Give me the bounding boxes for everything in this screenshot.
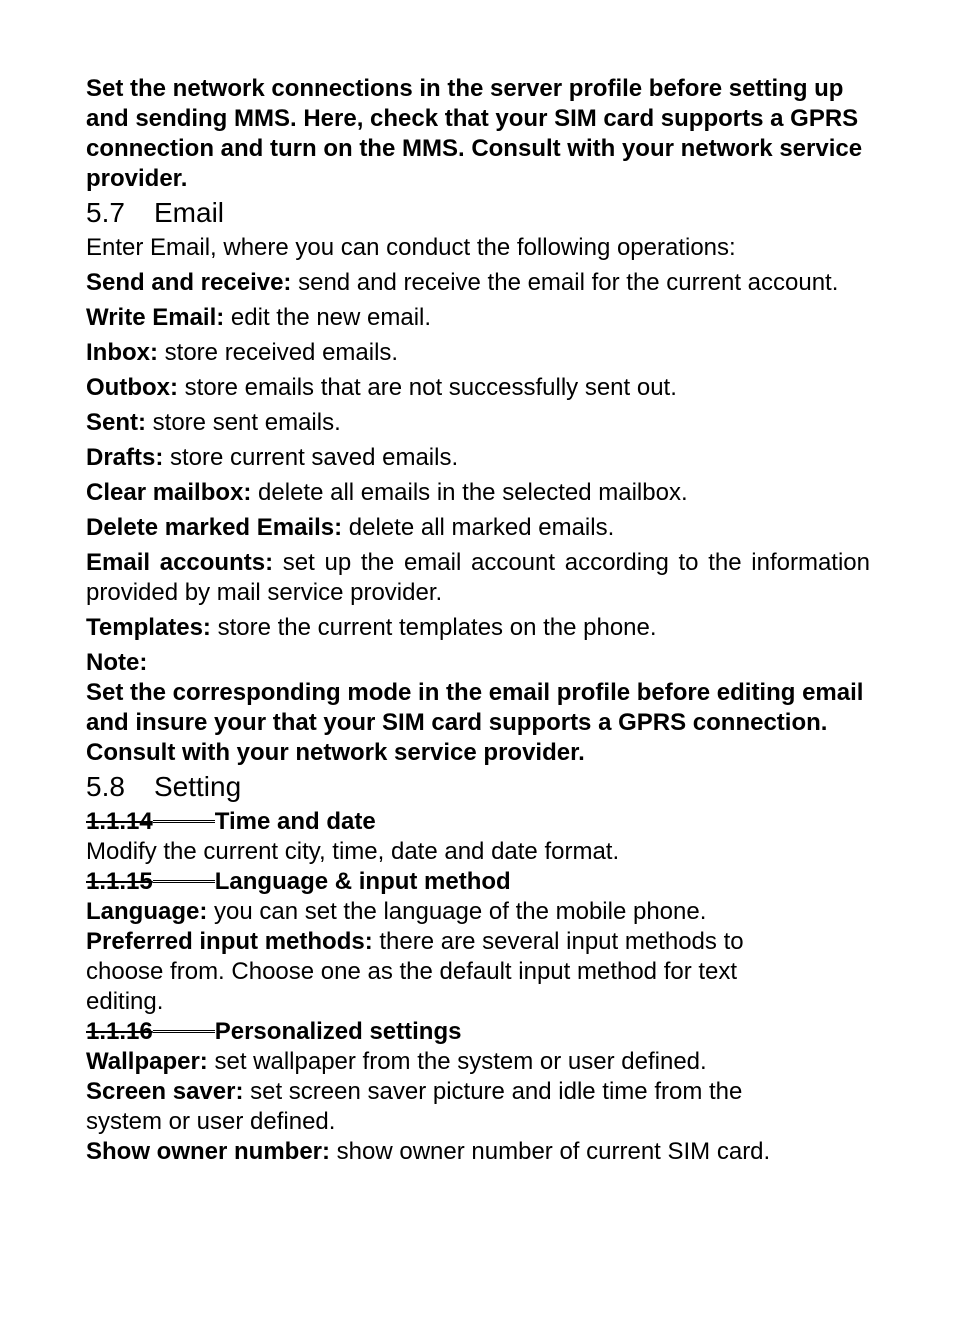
heading-rule [153,1030,215,1033]
item-desc: delete all emails in the selected mailbox. [251,479,688,506]
setting-item-wallpaper [86,1047,870,1077]
email-item-send-receive [86,268,870,298]
item-desc: set wallpaper from the system or user defined. [207,1048,707,1075]
item-term: Screen saver: [86,1078,244,1105]
email-item-sent [86,408,870,438]
intro-note: Set the network connections in the server profile before setting up and sending MMS. Here, check that your SIM card supports a GPRS connection and turn on the MMS. Consult with your network service provider. [86,75,863,192]
item-term: Inbox: [86,339,158,366]
section-title: Setting [154,771,242,802]
item-term: Email accounts: [86,549,274,576]
item-term: Show owner number: [86,1138,331,1165]
subsection-heading-time-date [86,807,870,837]
section-heading-setting [86,770,870,804]
setting-item-screen-saver [86,1077,816,1137]
item-desc: set up the email account according to the information provided by mail service provider. [86,549,870,606]
email-item-accounts [86,548,870,608]
email-note: Set the corresponding mode in the email profile before editing email and insure your that your SIM card supports a GPRS connection. Consult with your network service provider. [86,679,864,766]
subsection-heading-language [86,867,870,897]
item-desc: delete all marked emails. [342,514,615,541]
subsection-title: Language & input method [214,868,511,895]
item-term: Sent: [86,409,146,436]
item-desc: edit the new email. [224,304,432,331]
setting-item-input-methods [86,927,816,1017]
item-term: Drafts: [86,444,164,471]
item-desc: there are several input methods to choose from. Choose one as the default input method for text editing. [86,928,744,1015]
heading-rule [153,880,215,883]
subsection-number: 1.1.15 [86,868,153,895]
email-item-write [86,303,870,333]
section-number: 5.7 [86,197,125,228]
subsection-title: Time and date [214,808,376,835]
item-term: Preferred input methods: [86,928,373,955]
setting-item-owner-number [86,1137,870,1167]
item-desc: store sent emails. [146,409,341,436]
item-term: Templates: [86,614,211,641]
item-term: Delete marked Emails: [86,514,343,541]
setting-item-language [86,897,870,927]
section-number: 5.8 [86,771,125,802]
item-term: Outbox: [86,374,178,401]
item-desc: store current saved emails. [163,444,459,471]
item-desc: you can set the language of the mobile phone. [207,898,707,925]
email-item-templates [86,613,870,643]
item-desc: store the current templates on the phone. [210,614,657,641]
item-desc: store received emails. [158,339,399,366]
time-date-text: Modify the current city, time, date and date format. [86,838,620,865]
document-page [86,74,870,1167]
email-item-clear-mailbox [86,478,870,508]
email-item-outbox [86,373,870,403]
item-term: Clear mailbox: [86,479,252,506]
section-heading-email [86,196,870,230]
item-desc: send and receive the email for the current account. [291,269,839,296]
subsection-heading-personalized [86,1017,870,1047]
email-item-drafts [86,443,870,473]
item-term: Wallpaper: [86,1048,208,1075]
item-term: Write Email: [86,304,225,331]
email-intro: Enter Email, where you can conduct the following operations: [86,234,736,261]
subsection-title: Personalized settings [214,1018,462,1045]
item-desc: store emails that are not successfully sent out. [177,374,677,401]
item-term: Send and receive: [86,269,292,296]
subsection-number: 1.1.14 [86,808,153,835]
subsection-number: 1.1.16 [86,1018,153,1045]
item-desc: set screen saver picture and idle time from the system or user defined. [86,1078,743,1135]
item-desc: show owner number of current SIM card. [330,1138,771,1165]
item-term: Language: [86,898,208,925]
email-item-delete-marked [86,513,870,543]
email-item-inbox [86,338,870,368]
heading-rule [153,820,215,823]
section-title: Email [154,197,225,228]
note-label: Note: [86,649,148,676]
